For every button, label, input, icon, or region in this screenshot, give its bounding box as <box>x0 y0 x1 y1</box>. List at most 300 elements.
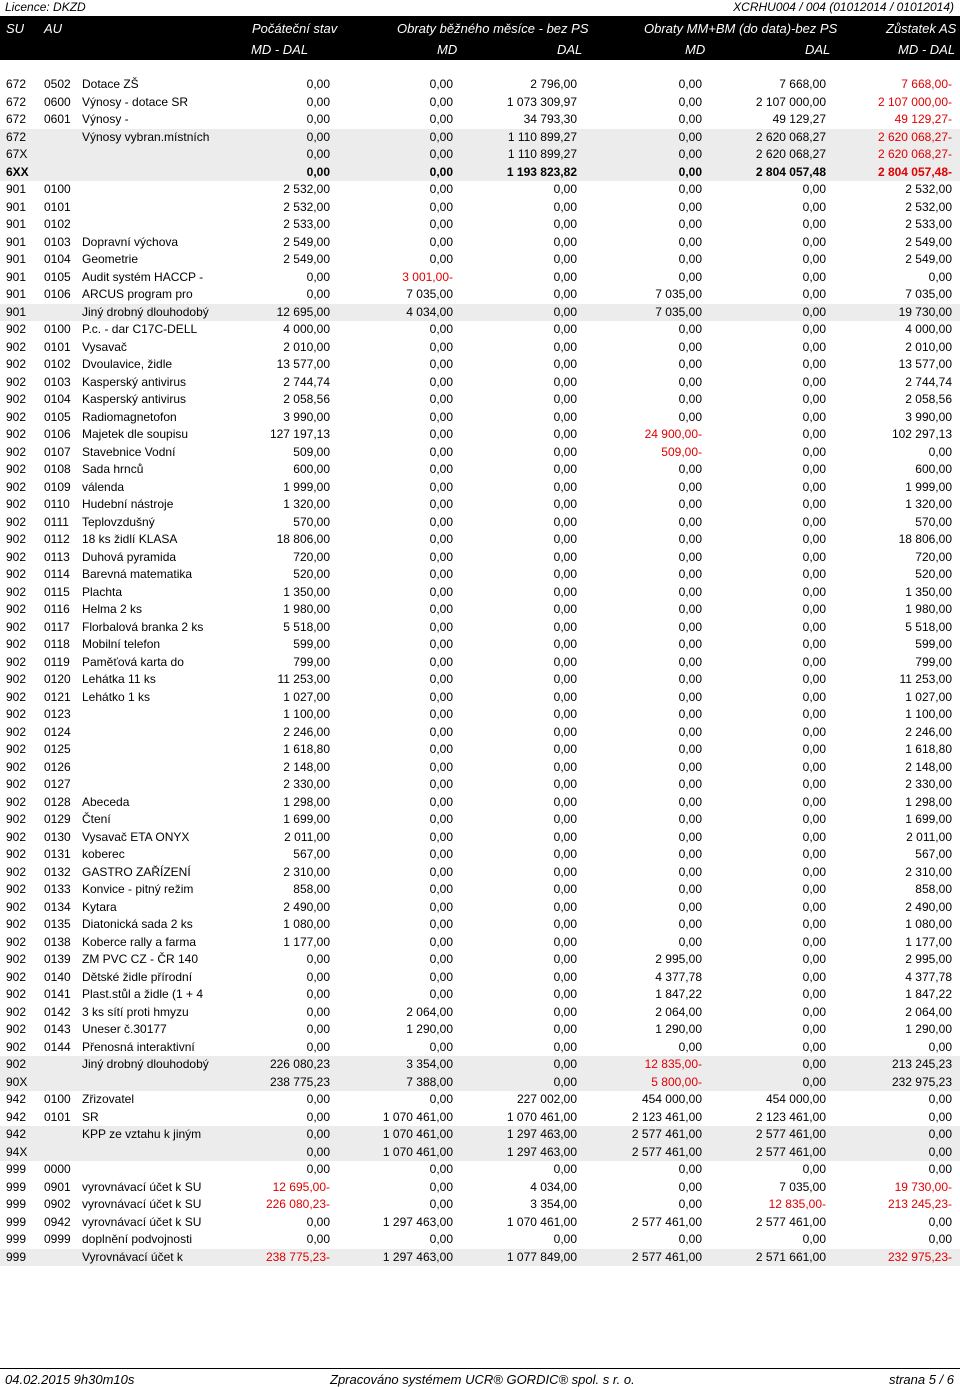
cell-value-2: 0,00 <box>429 794 453 809</box>
table-row <box>0 234 960 252</box>
ledger-table-body <box>0 76 960 1266</box>
cell-su: 902 <box>6 1039 27 1054</box>
cell-value-6: 600,00 <box>915 462 952 476</box>
cell-description: Plachta <box>82 584 123 599</box>
subtotal-row <box>0 164 960 182</box>
cell-description: Jiný drobný dlouhodobý <box>82 304 209 319</box>
table-row <box>0 881 960 899</box>
cell-value-5: 0,00 <box>802 724 826 739</box>
cell-value-2: 0,00 <box>429 199 453 214</box>
cell-value-4: 2 123 461,00 <box>631 1109 702 1124</box>
cell-au: 0600 <box>44 94 71 109</box>
cell-value-6: 2 549,00 <box>905 252 952 266</box>
cell-value-6: 3 990,00 <box>905 409 952 424</box>
cell-value-3: 0,00 <box>553 1039 577 1054</box>
cell-value-1: 600,00 <box>293 462 330 476</box>
cell-value-1: 2 549,00 <box>283 252 330 266</box>
cell-value-2: 0,00 <box>429 952 453 966</box>
cell-value-3: 0,00 <box>553 1004 577 1019</box>
cell-value-1: 1 350,00 <box>283 584 330 599</box>
cell-value-2: 0,00 <box>429 672 453 686</box>
cell-description: Kasperský antivirus <box>82 392 187 406</box>
cell-value-6: 1 699,00 <box>905 812 952 826</box>
header-col4: Zůstatek AS <box>886 21 957 36</box>
cell-value-4: 0,00 <box>678 357 702 371</box>
cell-value-1: 599,00 <box>293 637 330 651</box>
cell-value-5: 0,00 <box>802 969 826 984</box>
table-row <box>0 1214 960 1232</box>
cell-value-3: 0,00 <box>553 829 577 844</box>
cell-value-2: 0,00 <box>429 654 453 669</box>
cell-value-4: 0,00 <box>678 1162 702 1176</box>
cell-su: 94X <box>6 1144 28 1159</box>
cell-description: Vysavač <box>82 339 127 354</box>
cell-value-3: 0,00 <box>553 374 577 389</box>
cell-su: 901 <box>6 199 27 214</box>
cell-value-6: 0,00 <box>928 1092 952 1106</box>
cell-value-2: 0,00 <box>429 567 453 581</box>
cell-value-2: 0,00 <box>429 812 453 826</box>
cell-description: Diatonická sada 2 ks <box>82 917 193 931</box>
cell-value-3: 1 073 309,97 <box>506 94 577 109</box>
cell-value-2: 0,00 <box>429 549 453 564</box>
cell-value-1: 2 744,74 <box>283 374 330 389</box>
cell-su: 672 <box>6 112 27 126</box>
cell-value-3: 0,00 <box>553 357 577 371</box>
cell-su: 902 <box>6 812 27 826</box>
cell-su: 901 <box>6 304 27 319</box>
cell-description: Mobilní telefon <box>82 637 161 651</box>
cell-au: 0601 <box>44 112 71 126</box>
cell-description: doplnění podvojnosti <box>82 1232 193 1246</box>
cell-value-6: 0,00 <box>928 1162 952 1176</box>
cell-value-3: 0,00 <box>553 724 577 739</box>
cell-value-4: 0,00 <box>678 1232 702 1246</box>
cell-value-1: 858,00 <box>293 882 330 896</box>
cell-au: 0144 <box>44 1039 71 1054</box>
cell-value-3: 0,00 <box>553 619 577 634</box>
cell-value-1: 11 253,00 <box>277 672 330 686</box>
cell-value-3: 0,00 <box>553 1162 577 1176</box>
table-row <box>0 759 960 777</box>
cell-value-2: 1 290,00 <box>406 1022 453 1036</box>
cell-au: 0140 <box>44 969 71 984</box>
cell-value-2: 0,00 <box>429 1179 453 1194</box>
table-row <box>0 794 960 812</box>
cell-value-2: 3 001,00- <box>402 269 453 284</box>
cell-value-4: 0,00 <box>678 392 702 406</box>
cell-value-5: 0,00 <box>802 759 826 774</box>
cell-value-3: 0,00 <box>553 1232 577 1246</box>
cell-value-1: 238 775,23 <box>269 1074 330 1089</box>
table-row <box>0 286 960 304</box>
cell-value-4: 0,00 <box>678 567 702 581</box>
cell-au: 0130 <box>44 829 71 844</box>
cell-value-1: 2 330,00 <box>283 777 330 791</box>
cell-value-1: 226 080,23- <box>265 1197 330 1211</box>
cell-description: Přenosná interaktivní <box>82 1039 195 1054</box>
cell-value-4: 0,00 <box>678 497 702 511</box>
cell-value-4: 0,00 <box>678 759 702 774</box>
cell-value-3: 0,00 <box>553 322 577 336</box>
cell-au: 0942 <box>44 1214 71 1229</box>
cell-description: Teplovzdušný <box>82 514 155 529</box>
cell-value-4: 0,00 <box>678 934 702 949</box>
cell-value-4: 0,00 <box>678 129 702 144</box>
cell-value-1: 799,00 <box>293 654 330 669</box>
cell-value-4: 0,00 <box>678 829 702 844</box>
cell-value-4: 0,00 <box>678 654 702 669</box>
cell-value-5: 0,00 <box>802 409 826 424</box>
cell-su: 999 <box>6 1249 27 1264</box>
cell-su: 902 <box>6 917 27 931</box>
cell-value-2: 0,00 <box>429 462 453 476</box>
cell-su: 902 <box>6 567 27 581</box>
cell-value-2: 0,00 <box>429 479 453 494</box>
cell-value-2: 0,00 <box>429 759 453 774</box>
cell-au: 0118 <box>44 637 70 651</box>
table-row <box>0 864 960 882</box>
cell-su: 999 <box>6 1162 27 1176</box>
table-header <box>0 16 960 60</box>
cell-description: vyrovnávací účet k SU <box>82 1179 202 1194</box>
cell-value-3: 0,00 <box>553 497 577 511</box>
cell-value-6: 2 058,56 <box>905 392 952 406</box>
cell-description: vyrovnávací účet k SU <box>82 1214 202 1229</box>
cell-su: 902 <box>6 602 27 616</box>
cell-value-4: 0,00 <box>678 269 702 284</box>
cell-value-4: 0,00 <box>678 514 702 529</box>
cell-value-3: 34 793,30 <box>523 112 577 126</box>
cell-value-2: 0,00 <box>429 322 453 336</box>
cell-value-4: 5 800,00- <box>651 1074 702 1089</box>
cell-description: Radiomagnetofon <box>82 409 177 424</box>
cell-value-1: 12 695,00 <box>276 304 330 319</box>
cell-description: Dvoulavice, židle <box>82 357 173 371</box>
table-row <box>0 671 960 689</box>
cell-value-4: 0,00 <box>678 462 702 476</box>
cell-su: 901 <box>6 182 27 196</box>
cell-value-5: 0,00 <box>802 864 826 879</box>
cell-value-6: 1 080,00 <box>905 917 952 931</box>
cell-value-2: 0,00 <box>429 217 453 231</box>
cell-au: 0100 <box>44 1092 71 1106</box>
cell-su: 942 <box>6 1109 27 1124</box>
cell-value-3: 0,00 <box>553 199 577 214</box>
table-row <box>0 1004 960 1022</box>
cell-value-2: 0,00 <box>429 164 453 179</box>
cell-value-2: 0,00 <box>429 409 453 424</box>
cell-value-2: 0,00 <box>429 847 453 861</box>
cell-value-1: 1 027,00 <box>283 689 330 704</box>
cell-value-5: 0,00 <box>802 987 826 1001</box>
cell-au: 0127 <box>44 777 71 791</box>
cell-value-4: 0,00 <box>678 864 702 879</box>
cell-value-2: 0,00 <box>429 94 453 109</box>
cell-value-3: 0,00 <box>553 462 577 476</box>
cell-value-1: 1 618,80 <box>283 742 330 756</box>
cell-value-4: 0,00 <box>678 374 702 389</box>
cell-value-6: 2 064,00 <box>905 1004 952 1019</box>
cell-description: válenda <box>82 479 125 494</box>
cell-value-3: 0,00 <box>553 549 577 564</box>
cell-au: 0129 <box>44 812 71 826</box>
cell-value-1: 3 990,00 <box>283 409 330 424</box>
cell-value-2: 0,00 <box>429 689 453 704</box>
cell-value-4: 2 577 461,00 <box>631 1214 702 1229</box>
cell-value-1: 0,00 <box>306 269 330 284</box>
cell-value-4: 454 000,00 <box>641 1092 702 1106</box>
cell-value-3: 0,00 <box>553 864 577 879</box>
cell-value-1: 0,00 <box>306 987 330 1001</box>
cell-value-2: 1 070 461,00 <box>382 1109 453 1124</box>
cell-value-3: 0,00 <box>553 339 577 354</box>
cell-value-1: 0,00 <box>306 952 330 966</box>
cell-value-1: 720,00 <box>293 549 330 564</box>
cell-value-5: 0,00 <box>802 532 826 546</box>
cell-value-3: 1 193 823,82 <box>506 164 577 179</box>
table-row <box>0 461 960 479</box>
cell-value-5: 2 577 461,00 <box>755 1214 826 1229</box>
cell-value-2: 0,00 <box>429 252 453 266</box>
cell-value-3: 1 070 461,00 <box>506 1214 577 1229</box>
cell-value-4: 0,00 <box>678 1197 702 1211</box>
cell-su: 902 <box>6 882 27 896</box>
cell-value-1: 1 080,00 <box>283 917 330 931</box>
cell-value-6: 0,00 <box>928 444 952 459</box>
cell-au: 0123 <box>44 707 71 721</box>
cell-value-6: 4 377,78 <box>905 969 952 984</box>
cell-value-5: 0,00 <box>802 707 826 721</box>
cell-su: 902 <box>6 724 27 739</box>
cell-au: 0124 <box>44 724 71 739</box>
cell-value-1: 0,00 <box>306 1039 330 1054</box>
cell-description: Sada hrnců <box>82 462 144 476</box>
cell-value-1: 0,00 <box>306 112 330 126</box>
cell-value-6: 0,00 <box>928 1144 952 1159</box>
cell-su: 672 <box>6 94 27 109</box>
cell-au: 0104 <box>44 252 71 266</box>
cell-value-2: 0,00 <box>429 934 453 949</box>
cell-value-5: 0,00 <box>802 1232 826 1246</box>
cell-value-4: 7 035,00 <box>655 304 702 319</box>
cell-value-2: 0,00 <box>429 917 453 931</box>
cell-value-2: 0,00 <box>429 619 453 634</box>
cell-description: Kasperský antivirus <box>82 374 187 389</box>
cell-description: Uneser č.30177 <box>82 1022 167 1036</box>
cell-value-4: 0,00 <box>678 1179 702 1194</box>
cell-value-1: 0,00 <box>306 1092 330 1106</box>
cell-au: 0135 <box>44 917 71 931</box>
table-row <box>0 811 960 829</box>
cell-value-5: 0,00 <box>802 1074 826 1089</box>
cell-value-4: 0,00 <box>678 1039 702 1054</box>
report-footer <box>0 1368 960 1387</box>
table-row <box>0 409 960 427</box>
cell-value-4: 0,00 <box>678 847 702 861</box>
cell-value-4: 0,00 <box>678 77 702 91</box>
table-row <box>0 1196 960 1214</box>
cell-value-2: 1 070 461,00 <box>382 1127 453 1141</box>
cell-value-6: 49 129,27- <box>894 112 952 126</box>
cell-su: 902 <box>6 409 27 424</box>
cell-value-2: 0,00 <box>429 514 453 529</box>
cell-value-4: 0,00 <box>678 899 702 914</box>
cell-value-1: 2 058,56 <box>283 392 330 406</box>
cell-au: 0141 <box>44 987 71 1001</box>
cell-value-1: 2 011,00 <box>284 829 330 844</box>
cell-value-4: 24 900,00- <box>644 427 702 441</box>
header-col4-sub: MD - DAL <box>898 42 956 57</box>
cell-description: P.c. - dar C17C-DELL <box>82 322 198 336</box>
cell-au: 0101 <box>44 339 71 354</box>
cell-au: 0902 <box>44 1197 71 1211</box>
cell-value-5: 0,00 <box>802 742 826 756</box>
cell-su: 902 <box>6 759 27 774</box>
cell-value-6: 570,00 <box>915 514 952 529</box>
cell-value-3: 2 796,00 <box>530 77 577 91</box>
cell-su: 999 <box>6 1214 27 1229</box>
cell-description: Florbalová branka 2 ks <box>82 619 204 634</box>
cell-value-6: 1 027,00 <box>905 689 952 704</box>
cell-value-5: 7 668,00 <box>779 77 826 91</box>
cell-value-4: 0,00 <box>678 164 702 179</box>
cell-value-5: 0,00 <box>802 1039 826 1054</box>
cell-value-2: 0,00 <box>429 899 453 914</box>
cell-su: 901 <box>6 269 27 284</box>
cell-value-3: 0,00 <box>553 602 577 616</box>
cell-value-6: 599,00 <box>915 637 952 651</box>
cell-value-1: 1 298,00 <box>283 794 330 809</box>
cell-value-1: 5 518,00 <box>283 619 330 634</box>
cell-value-4: 4 377,78 <box>655 969 702 984</box>
cell-au: 0132 <box>44 864 71 879</box>
cell-value-6: 0,00 <box>928 1127 952 1141</box>
cell-value-5: 0,00 <box>802 672 826 686</box>
cell-value-4: 2 577 461,00 <box>631 1127 702 1141</box>
cell-description: Konvice - pitný režim <box>82 882 194 896</box>
cell-value-2: 0,00 <box>429 829 453 844</box>
cell-value-2: 2 064,00 <box>406 1004 453 1019</box>
table-row <box>0 706 960 724</box>
table-row <box>0 916 960 934</box>
cell-description: Lehátko 1 ks <box>82 689 151 704</box>
cell-description: Audit systém HACCP - <box>82 269 204 284</box>
cell-au: 0121 <box>44 689 71 704</box>
cell-value-5: 0,00 <box>802 287 826 301</box>
cell-value-5: 0,00 <box>802 479 826 494</box>
cell-description: Výnosy vybran.místních <box>82 129 210 144</box>
cell-value-2: 0,00 <box>429 742 453 756</box>
cell-value-4: 0,00 <box>678 252 702 266</box>
cell-value-6: 0,00 <box>928 1214 952 1229</box>
cell-value-2: 0,00 <box>429 234 453 249</box>
cell-value-1: 1 980,00 <box>283 602 330 616</box>
cell-value-5: 0,00 <box>802 584 826 599</box>
cell-value-5: 0,00 <box>802 427 826 441</box>
table-row <box>0 496 960 514</box>
cell-au: 0125 <box>44 742 71 756</box>
cell-value-6: 1 847,22 <box>905 987 952 1001</box>
cell-value-5: 0,00 <box>802 217 826 231</box>
cell-value-6: 5 518,00 <box>905 619 952 634</box>
cell-value-6: 2 246,00 <box>905 724 952 739</box>
cell-value-6: 799,00 <box>915 654 952 669</box>
cell-value-1: 238 775,23- <box>265 1249 330 1264</box>
table-row <box>0 199 960 217</box>
cell-value-1: 2 246,00 <box>283 724 330 739</box>
cell-value-6: 2 330,00 <box>905 777 952 791</box>
cell-value-4: 0,00 <box>678 637 702 651</box>
cell-au: 0103 <box>44 234 71 249</box>
header-su: SU <box>6 21 25 36</box>
cell-value-1: 520,00 <box>293 567 330 581</box>
cell-value-3: 0,00 <box>553 532 577 546</box>
cell-description: 3 ks sítí proti hmyzu <box>82 1004 189 1019</box>
cell-value-4: 0,00 <box>678 549 702 564</box>
cell-description: Čtení <box>82 812 111 826</box>
subtotal-row <box>0 1126 960 1144</box>
header-col1-sub: MD - DAL <box>251 42 309 57</box>
table-row <box>0 444 960 462</box>
cell-value-3: 0,00 <box>553 759 577 774</box>
cell-value-1: 127 197,13 <box>269 427 330 441</box>
cell-value-5: 0,00 <box>802 602 826 616</box>
cell-value-2: 0,00 <box>429 392 453 406</box>
cell-value-4: 0,00 <box>678 707 702 721</box>
footer-system: Zpracováno systémem UCR® GORDIC® spol. s r. o. <box>330 1372 635 1387</box>
cell-value-2: 0,00 <box>429 339 453 354</box>
table-row <box>0 549 960 567</box>
cell-value-5: 0,00 <box>802 444 826 459</box>
cell-value-5: 0,00 <box>802 514 826 529</box>
cell-value-5: 0,00 <box>802 917 826 931</box>
cell-su: 901 <box>6 217 27 231</box>
cell-value-5: 0,00 <box>802 829 826 844</box>
cell-value-4: 0,00 <box>678 584 702 599</box>
cell-au: 0111 <box>44 514 69 529</box>
cell-value-3: 1 110 899,27 <box>507 147 577 161</box>
cell-value-6: 232 975,23 <box>891 1074 952 1089</box>
table-row <box>0 1161 960 1179</box>
cell-value-2: 1 297 463,00 <box>382 1214 453 1229</box>
cell-value-1: 0,00 <box>306 147 330 161</box>
table-row <box>0 776 960 794</box>
cell-value-1: 226 080,23 <box>269 1057 330 1071</box>
cell-description: Výnosy - dotace SR <box>82 94 189 109</box>
cell-value-3: 0,00 <box>553 427 577 441</box>
cell-value-4: 0,00 <box>678 689 702 704</box>
cell-value-2: 0,00 <box>429 864 453 879</box>
cell-value-6: 13 577,00 <box>898 357 952 371</box>
cell-value-3: 1 110 899,27 <box>507 129 577 144</box>
cell-au: 0109 <box>44 479 71 494</box>
cell-value-1: 0,00 <box>306 1162 330 1176</box>
cell-su: 902 <box>6 322 27 336</box>
cell-au: 0105 <box>44 269 71 284</box>
cell-value-5: 0,00 <box>802 1004 826 1019</box>
subtotal-row <box>0 304 960 322</box>
cell-value-1: 567,00 <box>293 847 330 861</box>
report-code: XCRHU004 / 004 (01012014 / 01012014) <box>733 0 954 14</box>
cell-value-5: 454 000,00 <box>765 1092 826 1106</box>
cell-value-3: 0,00 <box>553 847 577 861</box>
cell-description: Helma 2 ks <box>82 602 143 616</box>
cell-value-5: 0,00 <box>802 357 826 371</box>
cell-value-4: 0,00 <box>678 322 702 336</box>
cell-description: KPP ze vztahu k jiným <box>82 1127 202 1141</box>
cell-value-6: 1 618,80 <box>905 742 952 756</box>
